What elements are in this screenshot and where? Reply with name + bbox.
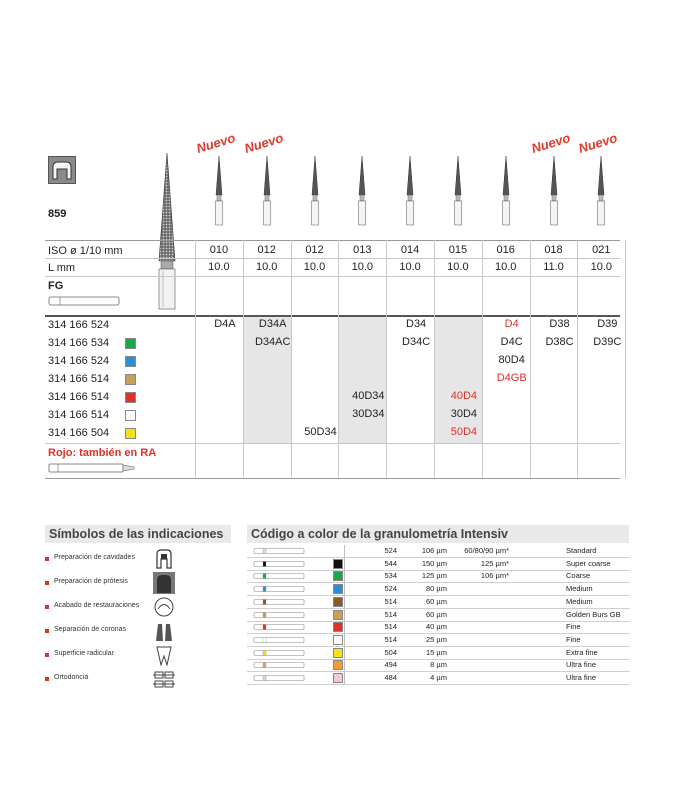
article-code: 40D34: [352, 390, 385, 402]
grit-size: 8 µm: [430, 660, 447, 670]
prosthesis-preparation-icon: [153, 572, 175, 594]
grit-row: [247, 647, 630, 660]
grit-row: [247, 570, 630, 583]
grit-row: [247, 634, 630, 647]
grit-color-swatch: [333, 660, 343, 670]
grit-name: Extra fine: [566, 647, 598, 657]
grit-title: Código a color de la granulometría Intensiv: [247, 525, 629, 543]
iso-value: 010: [209, 244, 229, 256]
indications-title: Símbolos de las indicaciones: [45, 525, 231, 543]
indication-label: Preparación de cavidades: [54, 554, 135, 561]
grit-color-swatch: [125, 392, 136, 403]
grit-color-swatch: [333, 597, 343, 607]
grit-table: [247, 545, 630, 695]
row-layer: [45, 145, 620, 490]
grit-alt: 106 µm*: [480, 571, 509, 581]
grit-row: [247, 659, 630, 672]
grit-name: Medium: [566, 596, 593, 606]
bullet: [45, 677, 49, 681]
article-code: D39: [597, 318, 618, 330]
grit-row: [247, 596, 630, 609]
grit-color-swatch: [333, 622, 343, 632]
grit-row: [247, 583, 630, 596]
orthodontics-icon: [153, 668, 175, 690]
grit-bur-icon: [253, 598, 307, 606]
article-code: 40D4: [450, 390, 478, 402]
grit-color-swatch: [333, 559, 343, 569]
model-number: 859: [48, 208, 67, 220]
length-value: 10.0: [208, 261, 230, 273]
grit-name: Golden Burs GB: [566, 609, 621, 619]
nuevo-label: Nuevo: [194, 130, 237, 156]
grit-color-swatch: [333, 635, 343, 645]
grit-bur-icon: [253, 623, 307, 631]
restoration-finishing-icon: [153, 596, 175, 618]
iso-label: ISO ø 1/10 mm: [48, 245, 123, 257]
length-value: 10.0: [303, 261, 326, 273]
article-code: D34A: [258, 318, 287, 330]
grit-name: Super coarse: [566, 558, 611, 568]
article-code: D34AC: [254, 336, 291, 348]
indication-label: Preparación de prótesis: [54, 578, 128, 585]
bullet: [45, 581, 49, 585]
grit-color-swatch: [125, 410, 136, 421]
bullet: [45, 605, 49, 609]
article-code: D38: [549, 318, 570, 330]
article-code: 80D4: [498, 354, 525, 366]
indication-label: Acabado de restauraciones: [54, 602, 140, 609]
nuevo-label: Nuevo: [576, 130, 620, 156]
grit-size: 80 µm: [426, 584, 447, 594]
grit-color-swatch: [125, 428, 136, 439]
grit-row: [247, 609, 630, 622]
grit-code: 484: [384, 673, 397, 682]
article-code: D4GB: [496, 372, 527, 384]
iso-value: 013: [353, 244, 372, 256]
indications-list: [45, 547, 235, 707]
order-code: 314 166 514: [48, 409, 110, 421]
cavity-preparation-icon: [153, 548, 175, 570]
grit-bur-icon: [253, 560, 307, 568]
article-code: D39C: [593, 336, 622, 348]
length-value: 11.0: [543, 261, 564, 273]
article-code: D34: [406, 318, 427, 330]
order-code: 314 166 504: [48, 427, 110, 439]
grit-bur-icon: [253, 585, 307, 593]
crown-separation-icon: [153, 620, 175, 642]
grit-name: Ultra fine: [566, 660, 597, 670]
grit-row: [247, 545, 630, 558]
grit-code: 524: [384, 546, 397, 555]
grit-alt: 60/80/90 µm*: [464, 546, 509, 555]
order-code: 314 166 524: [48, 355, 110, 367]
order-code: 314 166 534: [48, 337, 110, 349]
grit-bur-icon: [253, 661, 307, 669]
grit-bur-icon: [253, 674, 307, 682]
grit-code: 514: [384, 609, 397, 619]
length-value: 10.0: [447, 261, 469, 273]
iso-value: 015: [448, 244, 468, 256]
order-code: 314 166 524: [48, 319, 110, 331]
grit-code: 514: [384, 596, 397, 606]
indication-label: Superficie radicular: [54, 650, 114, 657]
article-code: D4C: [500, 336, 523, 348]
grit-size: 4 µm: [430, 673, 447, 682]
grit-color-swatch: [125, 356, 136, 367]
ra-note: Rojo: también en RA: [48, 447, 157, 459]
grit-row: [247, 558, 630, 571]
fg-label: FG: [48, 280, 64, 292]
grit-code: 544: [384, 558, 397, 568]
article-code: D4: [504, 318, 519, 330]
grit-name: Standard: [566, 546, 597, 555]
grit-bur-icon: [253, 572, 307, 580]
grit-color-swatch: [333, 673, 343, 683]
ra-shank-icon: [48, 461, 138, 480]
grit-code: 504: [384, 647, 397, 657]
grit-code: 514: [384, 622, 397, 632]
length-value: 10.0: [494, 261, 517, 273]
grit-bur-icon: [253, 611, 307, 619]
iso-value: 021: [592, 244, 611, 256]
grit-size: 15 µm: [426, 647, 447, 657]
grit-color-swatch: [125, 374, 136, 385]
length-value: 10.0: [590, 261, 612, 273]
grit-bur-icon: [253, 636, 307, 644]
indication-label: Ortodoncia: [54, 674, 89, 681]
grit-size: 150 µm: [421, 558, 447, 568]
iso-value: 016: [496, 244, 515, 256]
grit-bur-icon: [253, 649, 307, 657]
indications-section: [45, 525, 235, 705]
l-label: L mm: [48, 262, 76, 274]
article-code: 30D4: [450, 408, 478, 420]
grit-alt: 125 µm*: [480, 558, 509, 568]
length-value: 10.0: [399, 261, 421, 273]
article-code: D34C: [402, 336, 431, 348]
column-divider: [625, 240, 626, 478]
indication-label: Separación de coronas: [54, 626, 126, 633]
grit-code: 494: [384, 660, 397, 670]
article-code: 50D4: [450, 426, 478, 438]
length-value: 10.0: [255, 261, 278, 273]
grit-size: 60 µm: [426, 609, 447, 619]
iso-value: 014: [400, 244, 420, 256]
grit-size: 106 µm: [421, 546, 447, 555]
article-code: D38C: [545, 336, 574, 348]
grit-name: Medium: [566, 584, 593, 594]
grit-size: 125 µm: [421, 571, 447, 581]
iso-value: 012: [257, 244, 276, 256]
grit-bur-icon: [253, 547, 307, 555]
bullet: [45, 629, 49, 633]
grit-size: 25 µm: [426, 634, 447, 644]
grit-name: Fine: [566, 634, 581, 644]
length-value: 10.0: [351, 261, 373, 273]
bullet: [45, 653, 49, 657]
grit-size: 60 µm: [426, 596, 447, 606]
nuevo-label: Nuevo: [529, 130, 572, 156]
grit-color-swatch: [333, 571, 343, 581]
grit-color-swatch: [333, 648, 343, 658]
bullet: [45, 557, 49, 561]
grit-code: 514: [384, 634, 397, 644]
grit-row: [247, 672, 630, 685]
grit-size: 40 µm: [426, 622, 447, 632]
grit-color-swatch: [333, 610, 343, 620]
iso-value: 018: [544, 244, 563, 256]
root-surface-icon: [153, 644, 175, 666]
iso-value: 012: [305, 244, 324, 256]
article-code: 30D34: [352, 408, 385, 420]
grit-color-swatch: [333, 584, 343, 594]
grit-color-swatch: [125, 338, 136, 349]
order-code: 314 166 514: [48, 391, 110, 403]
grit-code: 524: [384, 584, 397, 594]
order-code: 314 166 514: [48, 373, 110, 385]
product-table: [45, 130, 622, 490]
grit-code: 534: [384, 571, 397, 581]
grit-section: [247, 525, 630, 705]
article-code: 50D34: [304, 426, 337, 438]
nuevo-label: Nuevo: [242, 130, 285, 156]
grit-row: [247, 621, 630, 634]
article-code: D4A: [214, 318, 236, 330]
grit-name: Fine: [566, 622, 581, 632]
grit-name: Ultra fine: [566, 673, 597, 682]
grit-name: Coarse: [566, 571, 591, 581]
